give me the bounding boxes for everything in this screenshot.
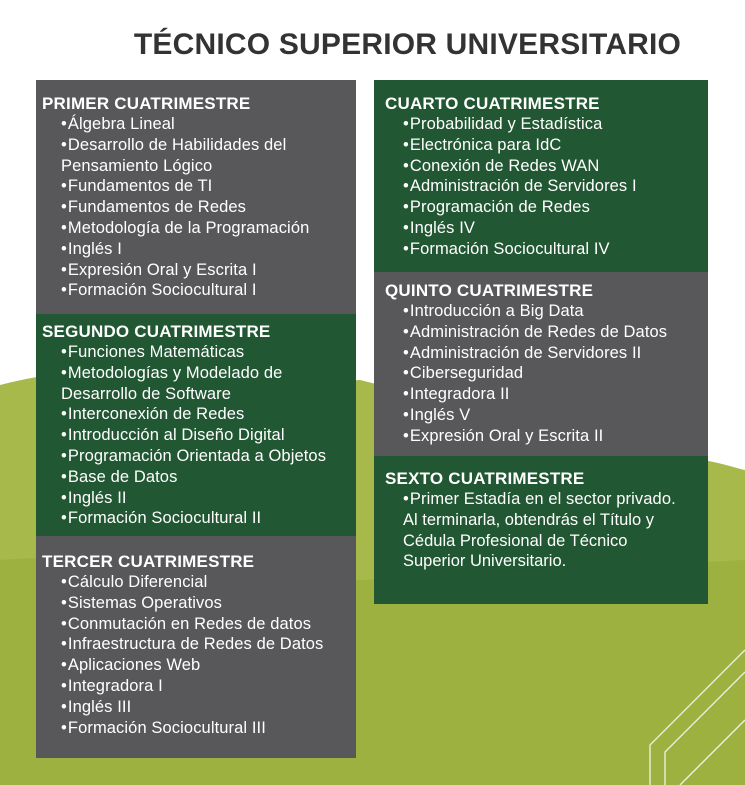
semester-panel-4 [374,80,708,272]
subject-item: •Sistemas Operativos [61,593,223,612]
subject-item: •Metodologías y Modelado de Desarrollo de Software [61,363,283,403]
subject-item: •Formación Sociocultural I [61,281,257,300]
subject-item: •Formación Sociocultural II [61,509,262,528]
subject-item: •Formación Sociocultural IV [403,239,610,258]
subject-item: •Programación Orientada a Objetos [61,446,327,465]
subject-item: •Primer Estadía en el sector privado. [403,490,676,508]
subject-item: •Formación Sociocultural III [61,718,266,737]
subject-item: •Administración de Servidores I [403,177,637,196]
subject-item: •Expresión Oral y Escrita II [403,426,604,445]
subject-item: •Cálculo Diferencial [61,573,208,591]
subject-item: •Conmutación en Redes de datos [61,614,312,633]
subject-item: •Infraestructura de Redes de Datos [61,635,324,654]
subject-item: •Metodología de la Programación [61,218,310,237]
semester-panel-6 [374,456,708,604]
page-title: TÉCNICO SUPERIOR UNIVERSITARIO [133,28,682,61]
subject-list [380,301,696,447]
subject-item: •Fundamentos de TI [61,177,213,196]
subject-item: •Administración de Servidores II [403,343,642,362]
semester-panel-3 [36,536,356,758]
subject-list [380,114,696,260]
subject-item: •Ciberseguridad [403,364,524,383]
subject-list [42,342,344,529]
subject-item: •Inglés II [61,488,127,507]
subject-item: •Inglés V [403,405,471,424]
subject-item: •Inglés I [61,239,122,258]
subject-item: •Base de Datos [61,467,178,486]
semester-heading: SEXTO CUATRIMESTRE [385,469,585,488]
subject-item: •Integradora I [61,676,163,695]
semester-panel-2 [36,314,356,536]
semester-heading: CUARTO CUATRIMESTRE [385,94,600,113]
subject-item: •Desarrollo de Habilidades del Pensamiento Lógico [61,135,287,175]
subject-list [380,489,696,510]
semester-heading: SEGUNDO CUATRIMESTRE [42,322,271,341]
subject-list [42,572,344,738]
subject-item: •Integradora II [403,385,510,404]
subject-item: •Administración de Redes de Datos [403,322,668,341]
subject-item: •Inglés III [61,697,132,716]
subject-item: •Aplicaciones Web [61,656,201,675]
semester-panel-5 [374,272,708,456]
subject-item: •Introducción al Diseño Digital [61,426,285,445]
degree-note: Al terminarla, obtendrás el Título y Cédula Profesional de Técnico Superior Universitario. [403,510,654,571]
subject-item: •Interconexión de Redes [61,405,245,424]
subject-item: •Funciones Matemáticas [61,343,245,361]
subject-item: •Probabilidad y Estadística [403,115,603,133]
subject-item: •Álgebra Lineal [61,115,175,133]
subject-item: •Expresión Oral y Escrita I [61,260,257,279]
subject-item: •Fundamentos de Redes [61,198,247,217]
subject-item: •Inglés IV [403,218,475,237]
semester-heading: TERCER CUATRIMESTRE [42,552,255,571]
semester-panel-1 [36,80,356,314]
subject-item: •Introducción a Big Data [403,302,584,320]
semester-heading: PRIMER CUATRIMESTRE [42,94,251,113]
subject-item: •Electrónica para IdC [403,135,562,154]
subject-list [42,114,344,301]
subject-item: •Conexión de Redes WAN [403,156,600,175]
semester-heading: QUINTO CUATRIMESTRE [385,281,594,300]
subject-item: •Programación de Redes [403,198,590,217]
